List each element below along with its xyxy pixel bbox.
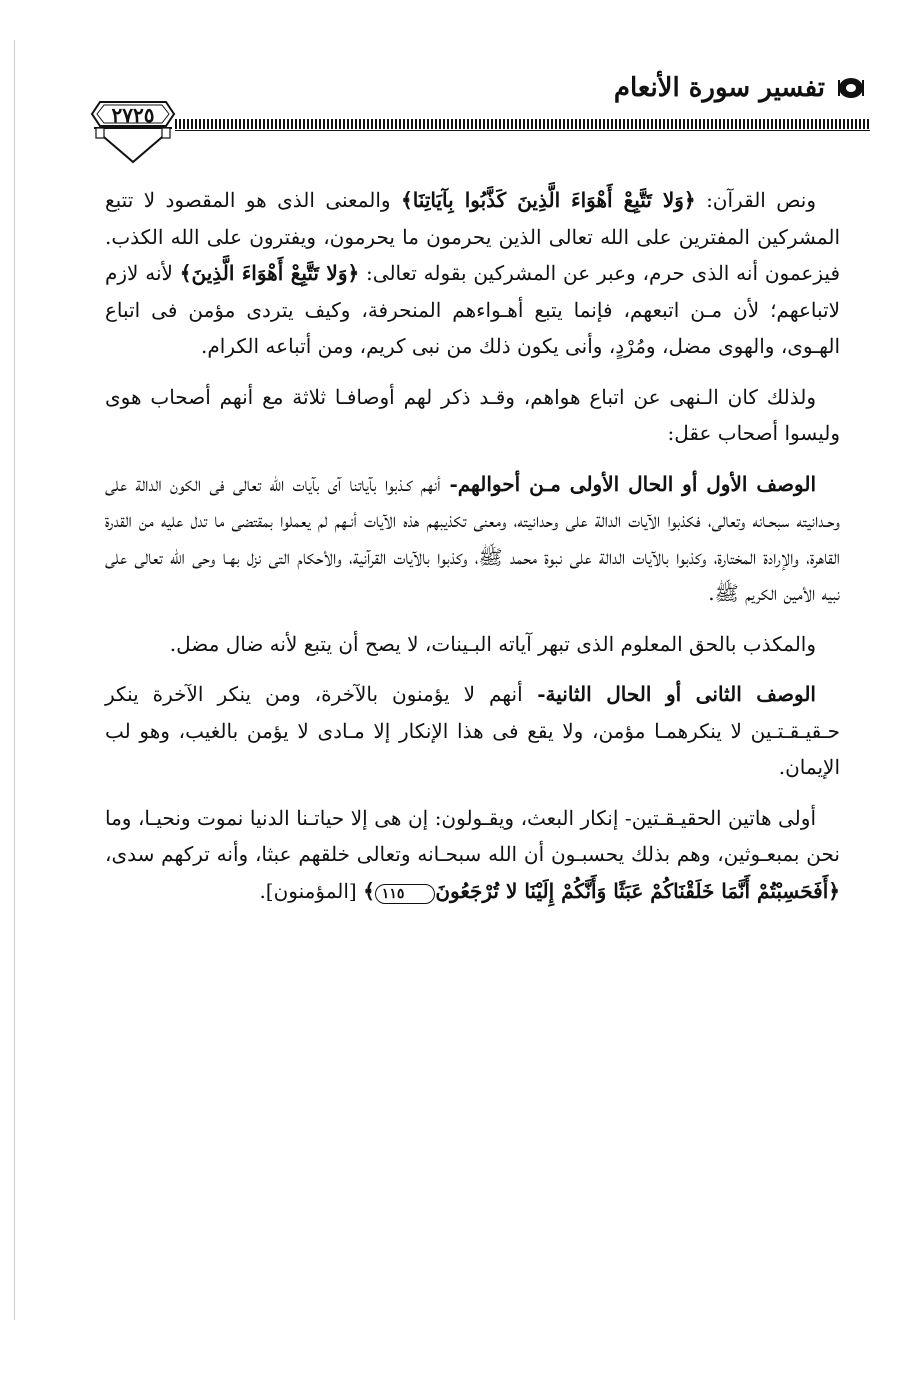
- paragraph: [105, 800, 840, 910]
- running-header-title: تفسير سورة الأنعام: [613, 73, 825, 103]
- paragraph: [105, 466, 840, 612]
- scan-edge-line: [14, 40, 15, 1320]
- paragraph-text: ولذلك كان الـنهى عن اتباع هواهم، وقـد ذكر لهم أوصافـا ثلاثة مع أنهم أصحاب هوى وليسوا أصحاب عقل:: [105, 384, 840, 445]
- emphasized-text: ﴿وَلا تَتَّبِعْ أَهْوَاءَ الَّذِينَ كَذَّبُوا بِآيَاتِنَا﴾: [400, 188, 696, 212]
- page-body-text: [105, 182, 840, 923]
- paragraph: [105, 626, 840, 663]
- paragraph-text: لأنه لازم لاتباعهم؛ لأن مـن اتبعهم، فإنما يتبع أهـواءهم المنحرفة، وكيف يتردى مؤمن فى اتباع الهـوى، والهوى مضل، ومُرْدٍ، وأنى يكون ذلك من نبى كريم، ومن أتباعه الكرام.: [105, 261, 840, 358]
- emphasized-text: الوصف الثانى أو الحال الثانية-: [522, 682, 816, 706]
- emphasized-text: الوصف الأول أو الحال الأولى مـن أحوالهم-: [440, 471, 816, 496]
- paragraph-text: أولى هاتين الحقيـقـتين- إنكار البعث، ويقـولون: إن هى إلا حياتـنا الدنيا نموت ونحيـا، وما نحن بمبعـوثين، وهم بذلك يحسبـون أن الله سبحـانه وتعالى خلقهم عبثا، وأنه تركهم سدى،: [105, 805, 840, 866]
- paragraph-text: والمعنى الذى هو المقصود لا تتبع المشركين المفترين على الله تعالى الذين يحرمون ما يحرمون، ويفترون على الله الكذب. فيزعمون أنه الذى حرم، وعبر عن المشركين بقوله تعالى:: [105, 188, 840, 285]
- paragraph-text: ونص القرآن:: [695, 188, 816, 212]
- header-rule: [175, 119, 870, 129]
- paragraph: [105, 182, 840, 365]
- paragraph-text: أنهم كـذبوا بآياتنا آى بآيات الله تعالى فى الكون الدالة على وحـدانيته سبحـانه وتعالى، فكذبوا الآيات الدالة على وحدانيته، ومعنى تكذيبهم هذه الآيات أنـهم لم يعملوا بمقتضى ما تدل عليه من القدرة القاهرة، والإرادة المختارة، وكذبوا بالآيات الدالة على نبوة محمد ﷺ، وكذبوا بالآيات القرآنية، والأحكام التى نزل بهـا وحى الله تعالى على نبيه الأمين الكريم ﷺ.: [105, 471, 840, 605]
- emphasized-text: ﴾: [363, 878, 375, 903]
- emphasized-text: ﴿أَفَحَسِبْتُمْ أَنَّمَا خَلَقْنَاكُمْ عَبَثًا وَأَنَّكُمْ إِلَيْنَا لا تُرْجَعُونَ: [435, 878, 840, 903]
- paragraph-text: [المؤمنون].: [259, 878, 364, 903]
- header-ornament-icon: [837, 76, 865, 100]
- paragraph: [105, 379, 840, 452]
- header-rule-line: [175, 130, 870, 131]
- paragraph-text: والمكذب بالحق المعلوم الذى تبهر آياته البـينات، لا يصح أن يتبع لأنه ضال مضل.: [169, 631, 816, 656]
- paragraph-text: أنهم لا يؤمنون بالآخرة، ومن ينكر الآخرة ينكر حـقيـقـتـين لا ينكرهمـا مؤمن، ولا يقع فى هذا الإنكار إلا مـادى لا يؤمن بالغيب، وهو لب الإيمان.: [105, 682, 840, 779]
- paragraph: [105, 676, 840, 786]
- page-number: ٢٧٢٥: [111, 103, 155, 127]
- emphasized-text: ﴿وَلا تَتَّبِعْ أَهْوَاءَ الَّذِينَ﴾: [179, 261, 360, 285]
- ayah-number: ١١٥: [375, 884, 436, 904]
